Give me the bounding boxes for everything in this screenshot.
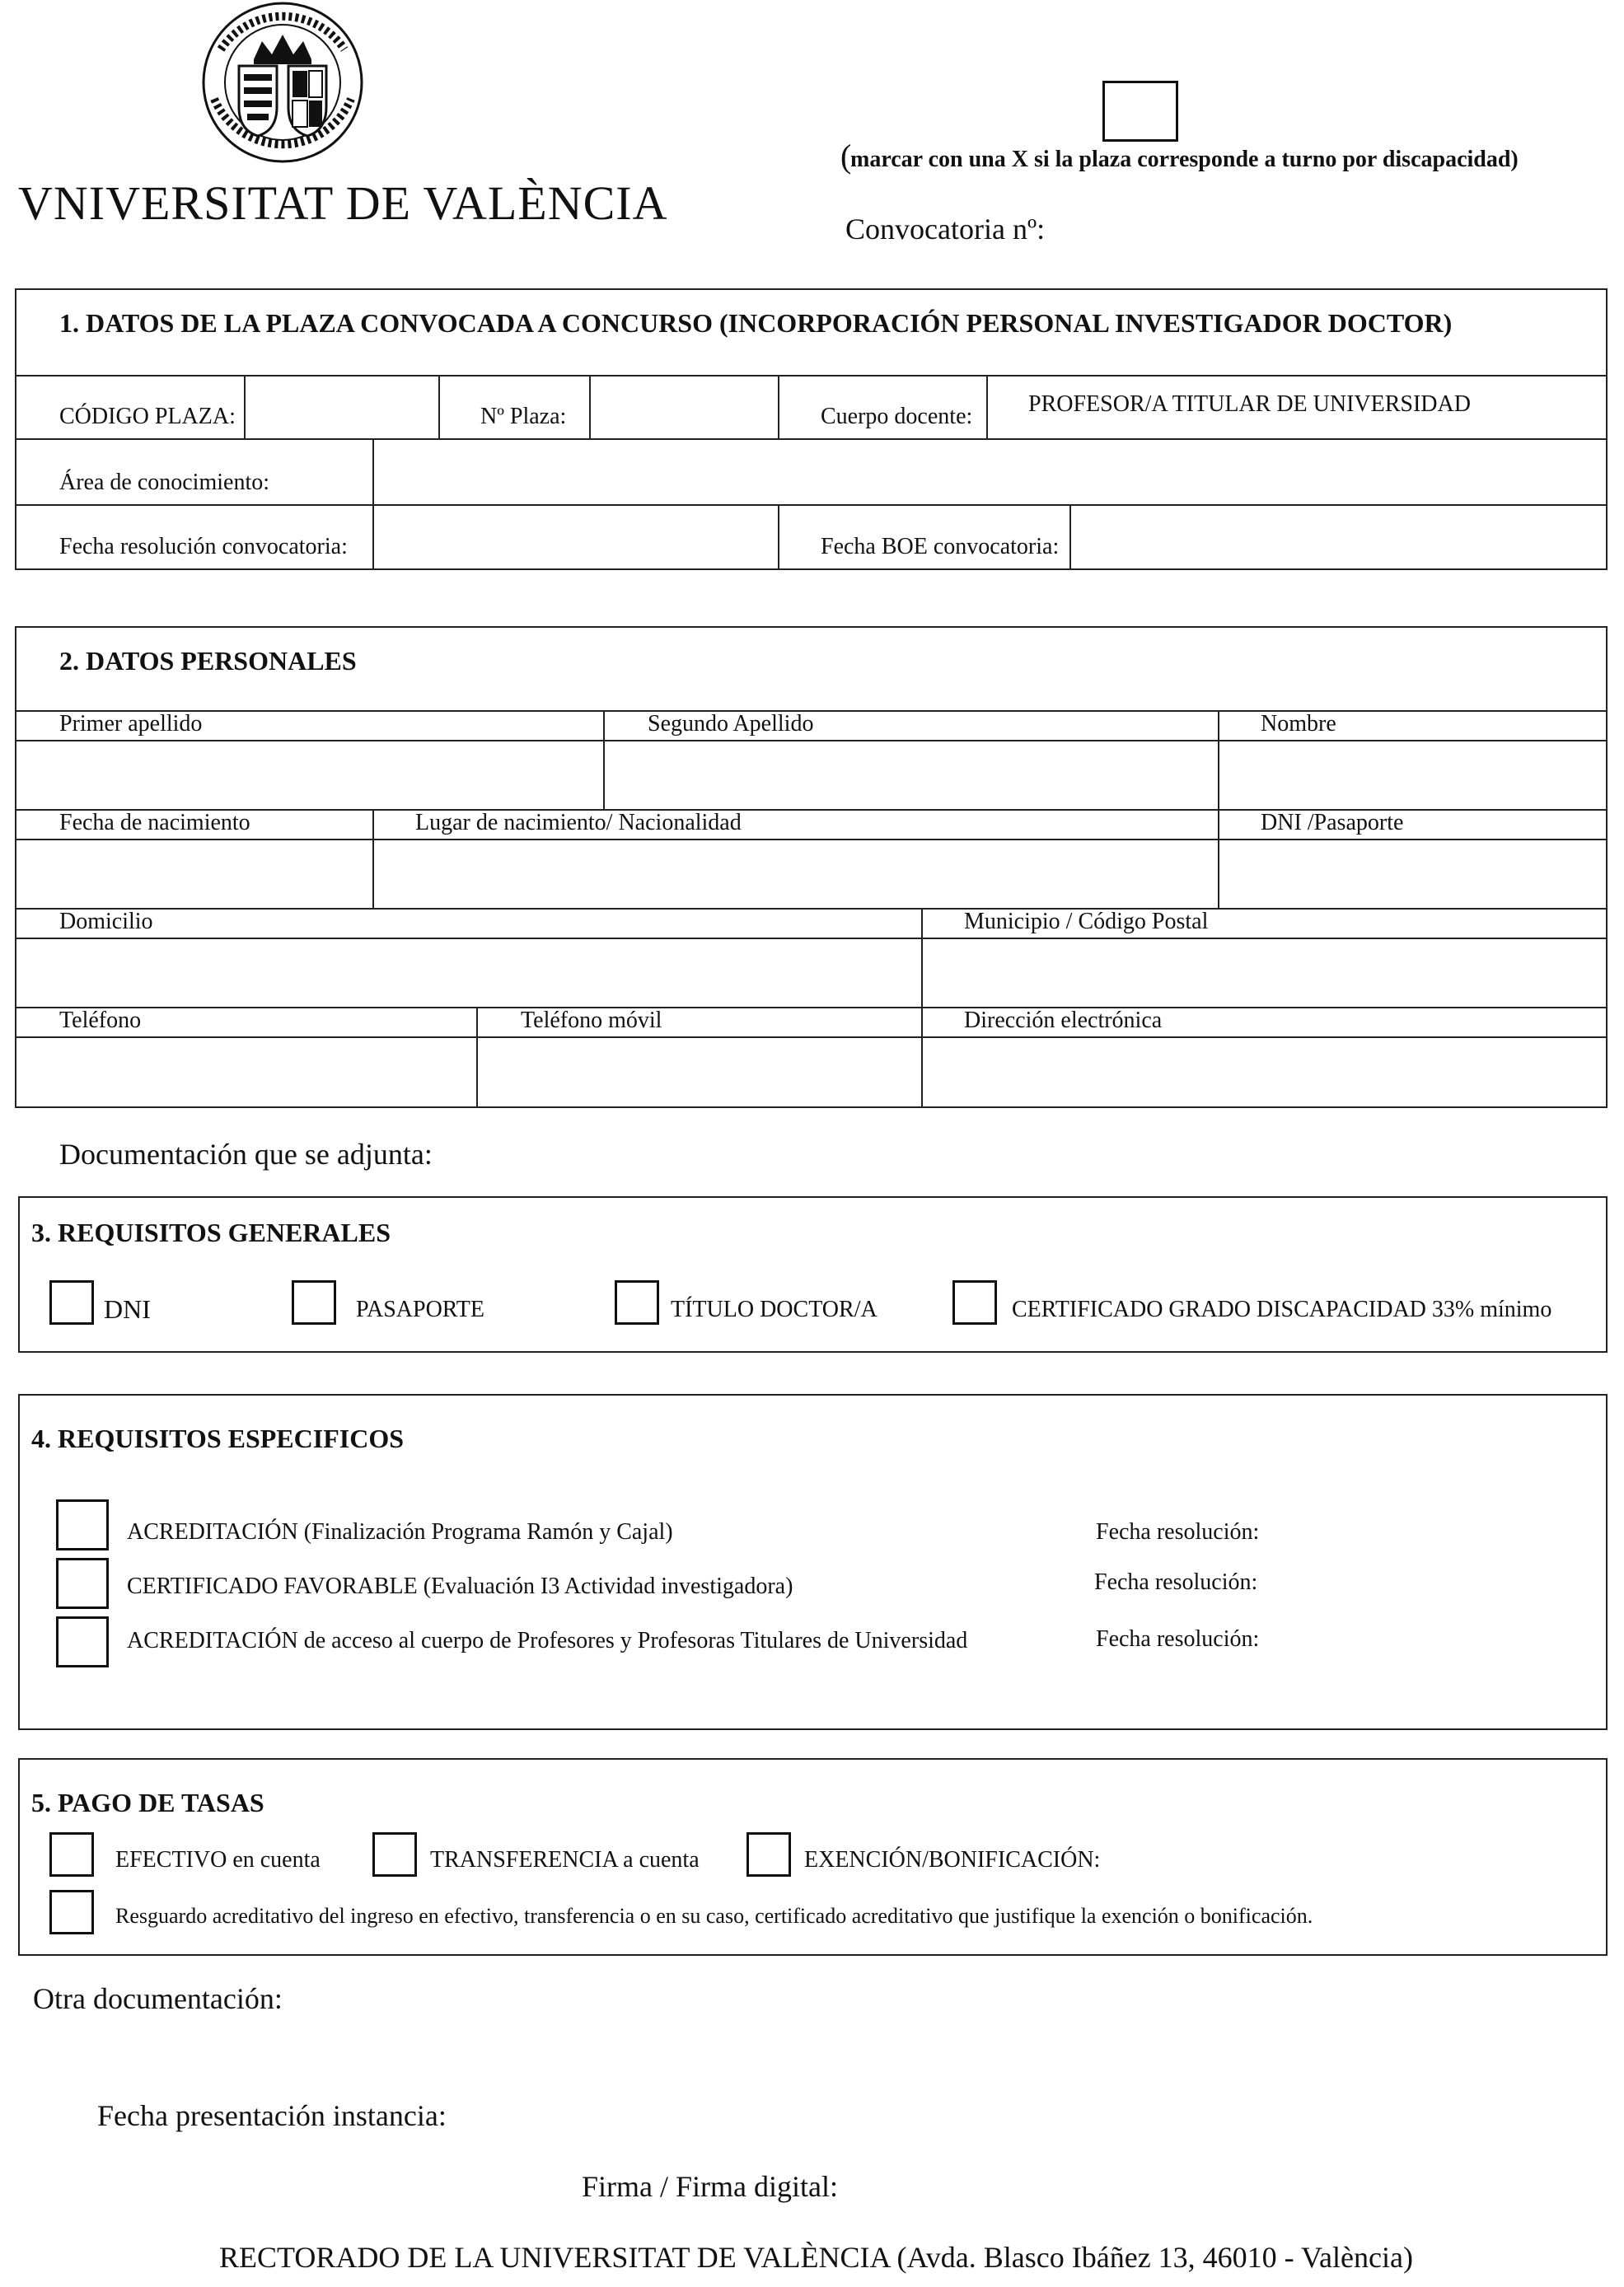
university-seal-icon bbox=[196, 0, 369, 165]
convocatoria-label: Convocatoria nº: bbox=[845, 213, 1046, 246]
lugar-nacimiento-field[interactable] bbox=[374, 840, 1216, 906]
codigo-plaza-label: CÓDIGO PLAZA: bbox=[59, 404, 236, 429]
nombre-field[interactable] bbox=[1219, 741, 1606, 807]
fecha-boe-field[interactable] bbox=[1071, 506, 1606, 568]
checkbox-certificado-i3[interactable] bbox=[56, 1558, 109, 1609]
option-pasaporte-label: PASAPORTE bbox=[356, 1297, 485, 1322]
otra-documentacion-label: Otra documentación: bbox=[33, 1982, 283, 2015]
section1-title: 1. DATOS DE LA PLAZA CONVOCADA A CONCURSO (INCORPORACIÓN PERSONAL INVESTIGADOR DOCTOR) bbox=[59, 308, 1453, 338]
documentacion-label: Documentación que se adjunta: bbox=[59, 1138, 433, 1171]
item-acreditacion-titulares: ACREDITACIÓN de acceso al cuerpo de Profesores y Profesoras Titulares de Universidad bbox=[127, 1628, 968, 1653]
disability-note: marcar con una X si la plaza corresponde a turno por discapacidad) bbox=[850, 147, 1519, 172]
area-field[interactable] bbox=[374, 440, 1606, 503]
resguardo-label: Resguardo acreditativo del ingreso en efectivo, transferencia o en su caso, certificado acreditativo que justifique la exención o bonificación. bbox=[115, 1904, 1313, 1928]
fecha-resolucion-label: Fecha resolución convocatoria: bbox=[59, 534, 348, 559]
fecha-resolucion-1: Fecha resolución: bbox=[1096, 1519, 1260, 1545]
checkbox-certificado-discapacidad[interactable] bbox=[952, 1280, 997, 1325]
option-efectivo-label: EFECTIVO en cuenta bbox=[115, 1847, 321, 1873]
section4-title: 4. REQUISITOS ESPECIFICOS bbox=[31, 1424, 404, 1453]
fecha-nacimiento-label: Fecha de nacimiento bbox=[59, 810, 250, 835]
telefono-field[interactable] bbox=[16, 1038, 475, 1106]
dni-pasaporte-field[interactable] bbox=[1219, 840, 1606, 906]
section5-title: 5. PAGO DE TASAS bbox=[31, 1788, 264, 1817]
fecha-resolucion-2: Fecha resolución: bbox=[1094, 1569, 1258, 1595]
checkbox-exencion[interactable] bbox=[746, 1832, 791, 1877]
codigo-plaza-field[interactable] bbox=[246, 376, 437, 437]
fecha-nacimiento-field[interactable] bbox=[16, 840, 371, 906]
lugar-nacimiento-label: Lugar de nacimiento/ Nacionalidad bbox=[415, 810, 742, 835]
checkbox-pasaporte[interactable] bbox=[292, 1280, 336, 1325]
fecha-resolucion-field[interactable] bbox=[374, 506, 776, 568]
municipio-label: Municipio / Código Postal bbox=[964, 909, 1209, 934]
disability-note-paren: ( bbox=[840, 138, 852, 175]
section3-title: 3. REQUISITOS GENERALES bbox=[31, 1218, 391, 1247]
email-field[interactable] bbox=[923, 1038, 1606, 1106]
option-dni-label: DNI bbox=[104, 1294, 151, 1324]
checkbox-titulo-doctor[interactable] bbox=[615, 1280, 659, 1325]
nombre-label: Nombre bbox=[1261, 711, 1336, 737]
primer-apellido-field[interactable] bbox=[16, 741, 601, 807]
disability-checkbox[interactable] bbox=[1102, 81, 1178, 142]
dni-pasaporte-label: DNI /Pasaporte bbox=[1261, 810, 1404, 835]
section2-title: 2. DATOS PERSONALES bbox=[59, 646, 357, 676]
email-label: Dirección electrónica bbox=[964, 1008, 1163, 1033]
option-certificado-discapacidad-label: CERTIFICADO GRADO DISCAPACIDAD 33% mínimo bbox=[1012, 1297, 1552, 1322]
rectorado-address: RECTORADO DE LA UNIVERSITAT DE VALÈNCIA (Avda. Blasco Ibáñez 13, 46010 - València) bbox=[219, 2241, 1413, 2274]
checkbox-efectivo[interactable] bbox=[49, 1832, 94, 1877]
domicilio-field[interactable] bbox=[16, 939, 920, 1005]
fecha-resolucion-3: Fecha resolución: bbox=[1096, 1626, 1260, 1652]
checkbox-acreditacion-ramon-cajal[interactable] bbox=[56, 1499, 109, 1550]
municipio-field[interactable] bbox=[923, 939, 1606, 1005]
primer-apellido-label: Primer apellido bbox=[59, 711, 203, 737]
area-label: Área de conocimiento: bbox=[59, 470, 270, 495]
firma-label: Firma / Firma digital: bbox=[582, 2170, 838, 2203]
checkbox-dni[interactable] bbox=[49, 1280, 94, 1325]
item-acreditacion-ramon-cajal: ACREDITACIÓN (Finalización Programa Ramón y Cajal) bbox=[127, 1519, 673, 1545]
telefono-movil-label: Teléfono móvil bbox=[521, 1008, 662, 1033]
cuerpo-docente-value: PROFESOR/A TITULAR DE UNIVERSIDAD bbox=[1028, 391, 1471, 417]
cuerpo-docente-label: Cuerpo docente: bbox=[821, 404, 973, 429]
item-certificado-i3: CERTIFICADO FAVORABLE (Evaluación I3 Actividad investigadora) bbox=[127, 1574, 793, 1599]
fecha-presentacion-label: Fecha presentación instancia: bbox=[97, 2099, 447, 2132]
segundo-apellido-label: Segundo Apellido bbox=[648, 711, 814, 737]
checkbox-transferencia[interactable] bbox=[372, 1832, 417, 1877]
option-exencion-label: EXENCIÓN/BONIFICACIÓN: bbox=[804, 1847, 1101, 1873]
option-titulo-doctor-label: TÍTULO DOCTOR/A bbox=[671, 1297, 878, 1322]
n-plaza-label: Nº Plaza: bbox=[480, 404, 567, 429]
fecha-boe-label: Fecha BOE convocatoria: bbox=[821, 534, 1060, 559]
checkbox-resguardo[interactable] bbox=[49, 1890, 94, 1934]
telefono-movil-field[interactable] bbox=[478, 1038, 920, 1106]
university-logo bbox=[16, 0, 668, 230]
checkbox-acreditacion-titulares[interactable] bbox=[56, 1616, 109, 1667]
university-wordmark: VNIVERSITAT DE VALÈNCIA bbox=[18, 176, 668, 230]
telefono-label: Teléfono bbox=[59, 1008, 142, 1033]
domicilio-label: Domicilio bbox=[59, 909, 153, 934]
option-transferencia-label: TRANSFERENCIA a cuenta bbox=[430, 1847, 700, 1873]
n-plaza-field[interactable] bbox=[591, 376, 776, 437]
segundo-apellido-field[interactable] bbox=[605, 741, 1216, 807]
